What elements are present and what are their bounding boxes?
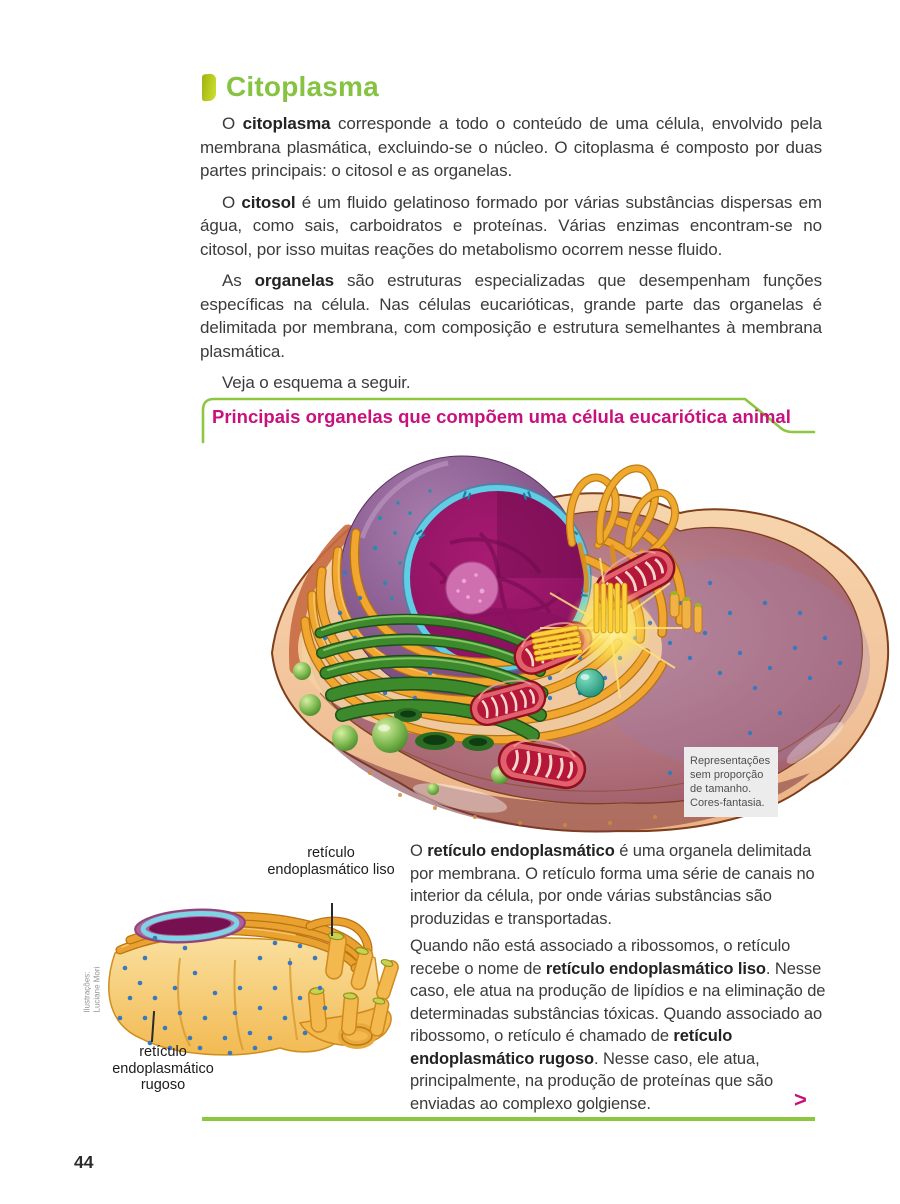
next-page-arrow: > — [794, 1087, 807, 1112]
label-rough-er: retículo endoplasmático rugoso — [112, 1044, 214, 1093]
scheme-title: Principais organelas que compõem uma célula eucariótica animal — [212, 406, 791, 427]
intro-paragraph: Veja o esquema a seguir. — [222, 373, 411, 392]
page-title: Citoplasma — [226, 71, 379, 102]
page-number: 44 — [74, 1152, 94, 1172]
illustration-credit: Ilustrações: Luciane Mori — [82, 966, 101, 1013]
re-paragraph: O retículo endoplasmático é uma organela delimitada por membrana. O retículo forma uma série de canais no interior da célula, por onde várias substâncias são produzidas e transportadas. — [410, 842, 815, 928]
animal-cell-illustration — [250, 443, 895, 840]
intro-paragraph: O citoplasma corresponde a todo o conteúdo de uma célula, envolvido pela membrana plasmática, excluindo-se o núcleo. O citoplasma é composto por duas partes principais: o citosol e as organelas. — [200, 114, 822, 180]
re-paragraph: Quando não está associado a ribossomos, o retículo recebe o nome de retículo endoplasmático liso. Nesse caso, ele atua na produção de lipídios e na eliminação de determinadas substâncias tóxicas. Quando associado ao ribossomo, o retículo é chamado de retículo endoplasmático rugoso. Nesse caso, ele atua, principalmente, na produção de proteínas que são enviadas ao complexo golgiense. — [410, 937, 826, 1113]
scheme-title-box — [200, 394, 822, 444]
intro-paragraph: As organelas são estruturas especializadas que desempenham funções específicas na célula. Nas células eucarióticas, grande parte das organelas é delimitada por membrana, com composição e estrutura semelhantes à membrana plasmática. — [200, 271, 823, 361]
intro-text-block — [200, 112, 822, 403]
section-heading — [202, 71, 379, 103]
intro-paragraph: O citosol é um fluido gelatinoso formado por várias substâncias dispersas em água, como sais, carboidratos e proteínas. Várias enzimas encontram-se no citosol, por isso muitas reações do metabolismo ocorrem nesse fluido. — [200, 192, 822, 259]
section-divider-rule — [202, 1117, 815, 1121]
pointer-line — [331, 903, 333, 936]
label-smooth-er: retículo endoplasmático liso — [267, 845, 395, 878]
lysosome — [576, 669, 604, 697]
scale-note: Representações sem proporção de tamanho. Cores-fantasia. — [684, 747, 778, 817]
nucleolus — [446, 562, 498, 614]
re-text-block — [410, 840, 834, 1120]
section-marker-icon — [202, 73, 216, 101]
